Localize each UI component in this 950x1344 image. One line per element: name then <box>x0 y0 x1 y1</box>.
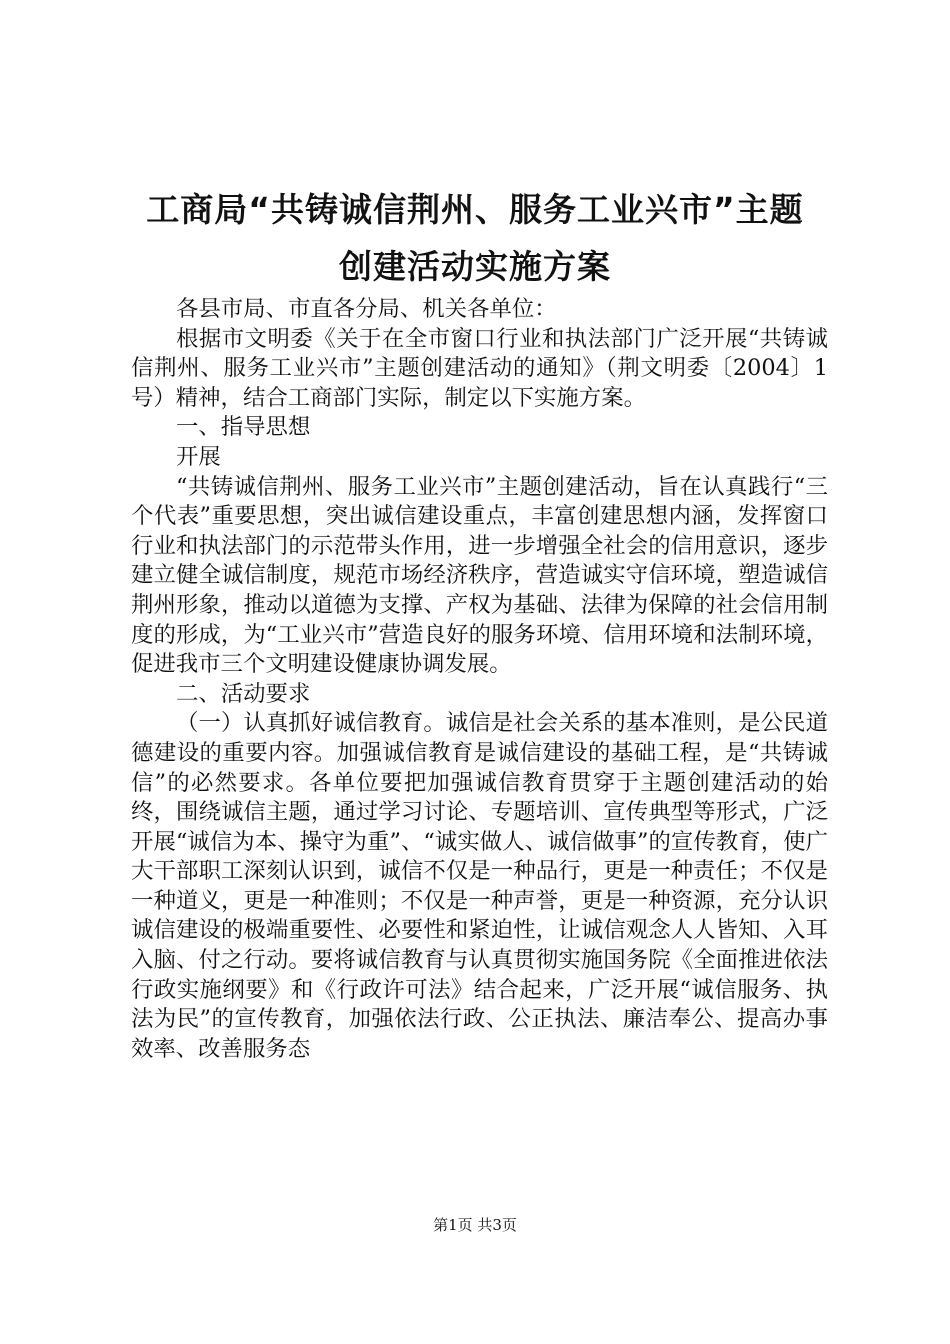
paragraph-guiding-thought: “共铸诚信荆州、服务工业兴市”主题创建活动，旨在认真践行“三个代表”重要思想，突出诚信建设重点，丰富创建思想内涵，发挥窗口行业和执法部门的示范带头作用，进一步增强全社会的信用意识，逐步建立健全诚信制度，规范市场经济秩序，营造诚实守信环境，塑造诚信荆州形象，推动以道德为支撑、产权为基础、法律为保障的社会信用制度的形成，为“工业兴市”营造良好的服务环境、信用环境和法制环境，促进我市三个文明建设健康协调发展。 <box>131 473 828 678</box>
document-title-line-1: 工商局“共铸诚信荆州、服务工业兴市”主题 <box>146 190 804 229</box>
paragraph-short: 开展 <box>176 443 221 470</box>
salutation: 各县市局、市直各分局、机关各单位： <box>176 296 557 322</box>
document-title-line-2: 创建活动实施方案 <box>339 247 611 286</box>
paragraph-requirement-1: （一）认真抓好诚信教育。诚信是社会关系的基本准则，是公民道德建设的重要内容。加强诚信教育是诚信建设的基础工程，是“共铸诚信”的必然要求。各单位要把加强诚信教育贯穿于主题创建活动的始终，围绕诚信主题，通过学习讨论、专题培训、宣传典型等形式，广泛开展“诚信为本、操守为重”、“诚实做人、诚信做事”的宣传教育，使广大干部职工深刻认识到，诚信不仅是一种品行，更是一种责任；不仅是一种道义，更是一种准则；不仅是一种声誉，更是一种资源，充分认识诚信建设的极端重要性、必要性和紧迫性，让诚信观念人人皆知、入耳入脑、付之行动。要将诚信教育与认真贯彻实施国务院《全面推进依法行政实施纲要》和《行政许可法》结合起来，广泛开展“诚信服务、执法为民”的宣传教育，加强依法行政、公正执法、廉洁奉公、提高办事效率、改善服务态 <box>131 710 828 1062</box>
section-heading-1: 一、指导思想 <box>176 414 311 441</box>
document-body <box>131 295 828 1064</box>
section-heading-2: 二、活动要求 <box>176 680 311 707</box>
page-number: 第1页 共3页 <box>433 1216 517 1234</box>
paragraph-intro: 根据市文明委《关于在全市窗口行业和执法部门广泛开展“共铸诚信荆州、服务工业兴市”主题创建活动的通知》（荆文明委〔2004〕1号）精神，结合工商部门实际，制定以下实施方案。 <box>131 325 828 411</box>
